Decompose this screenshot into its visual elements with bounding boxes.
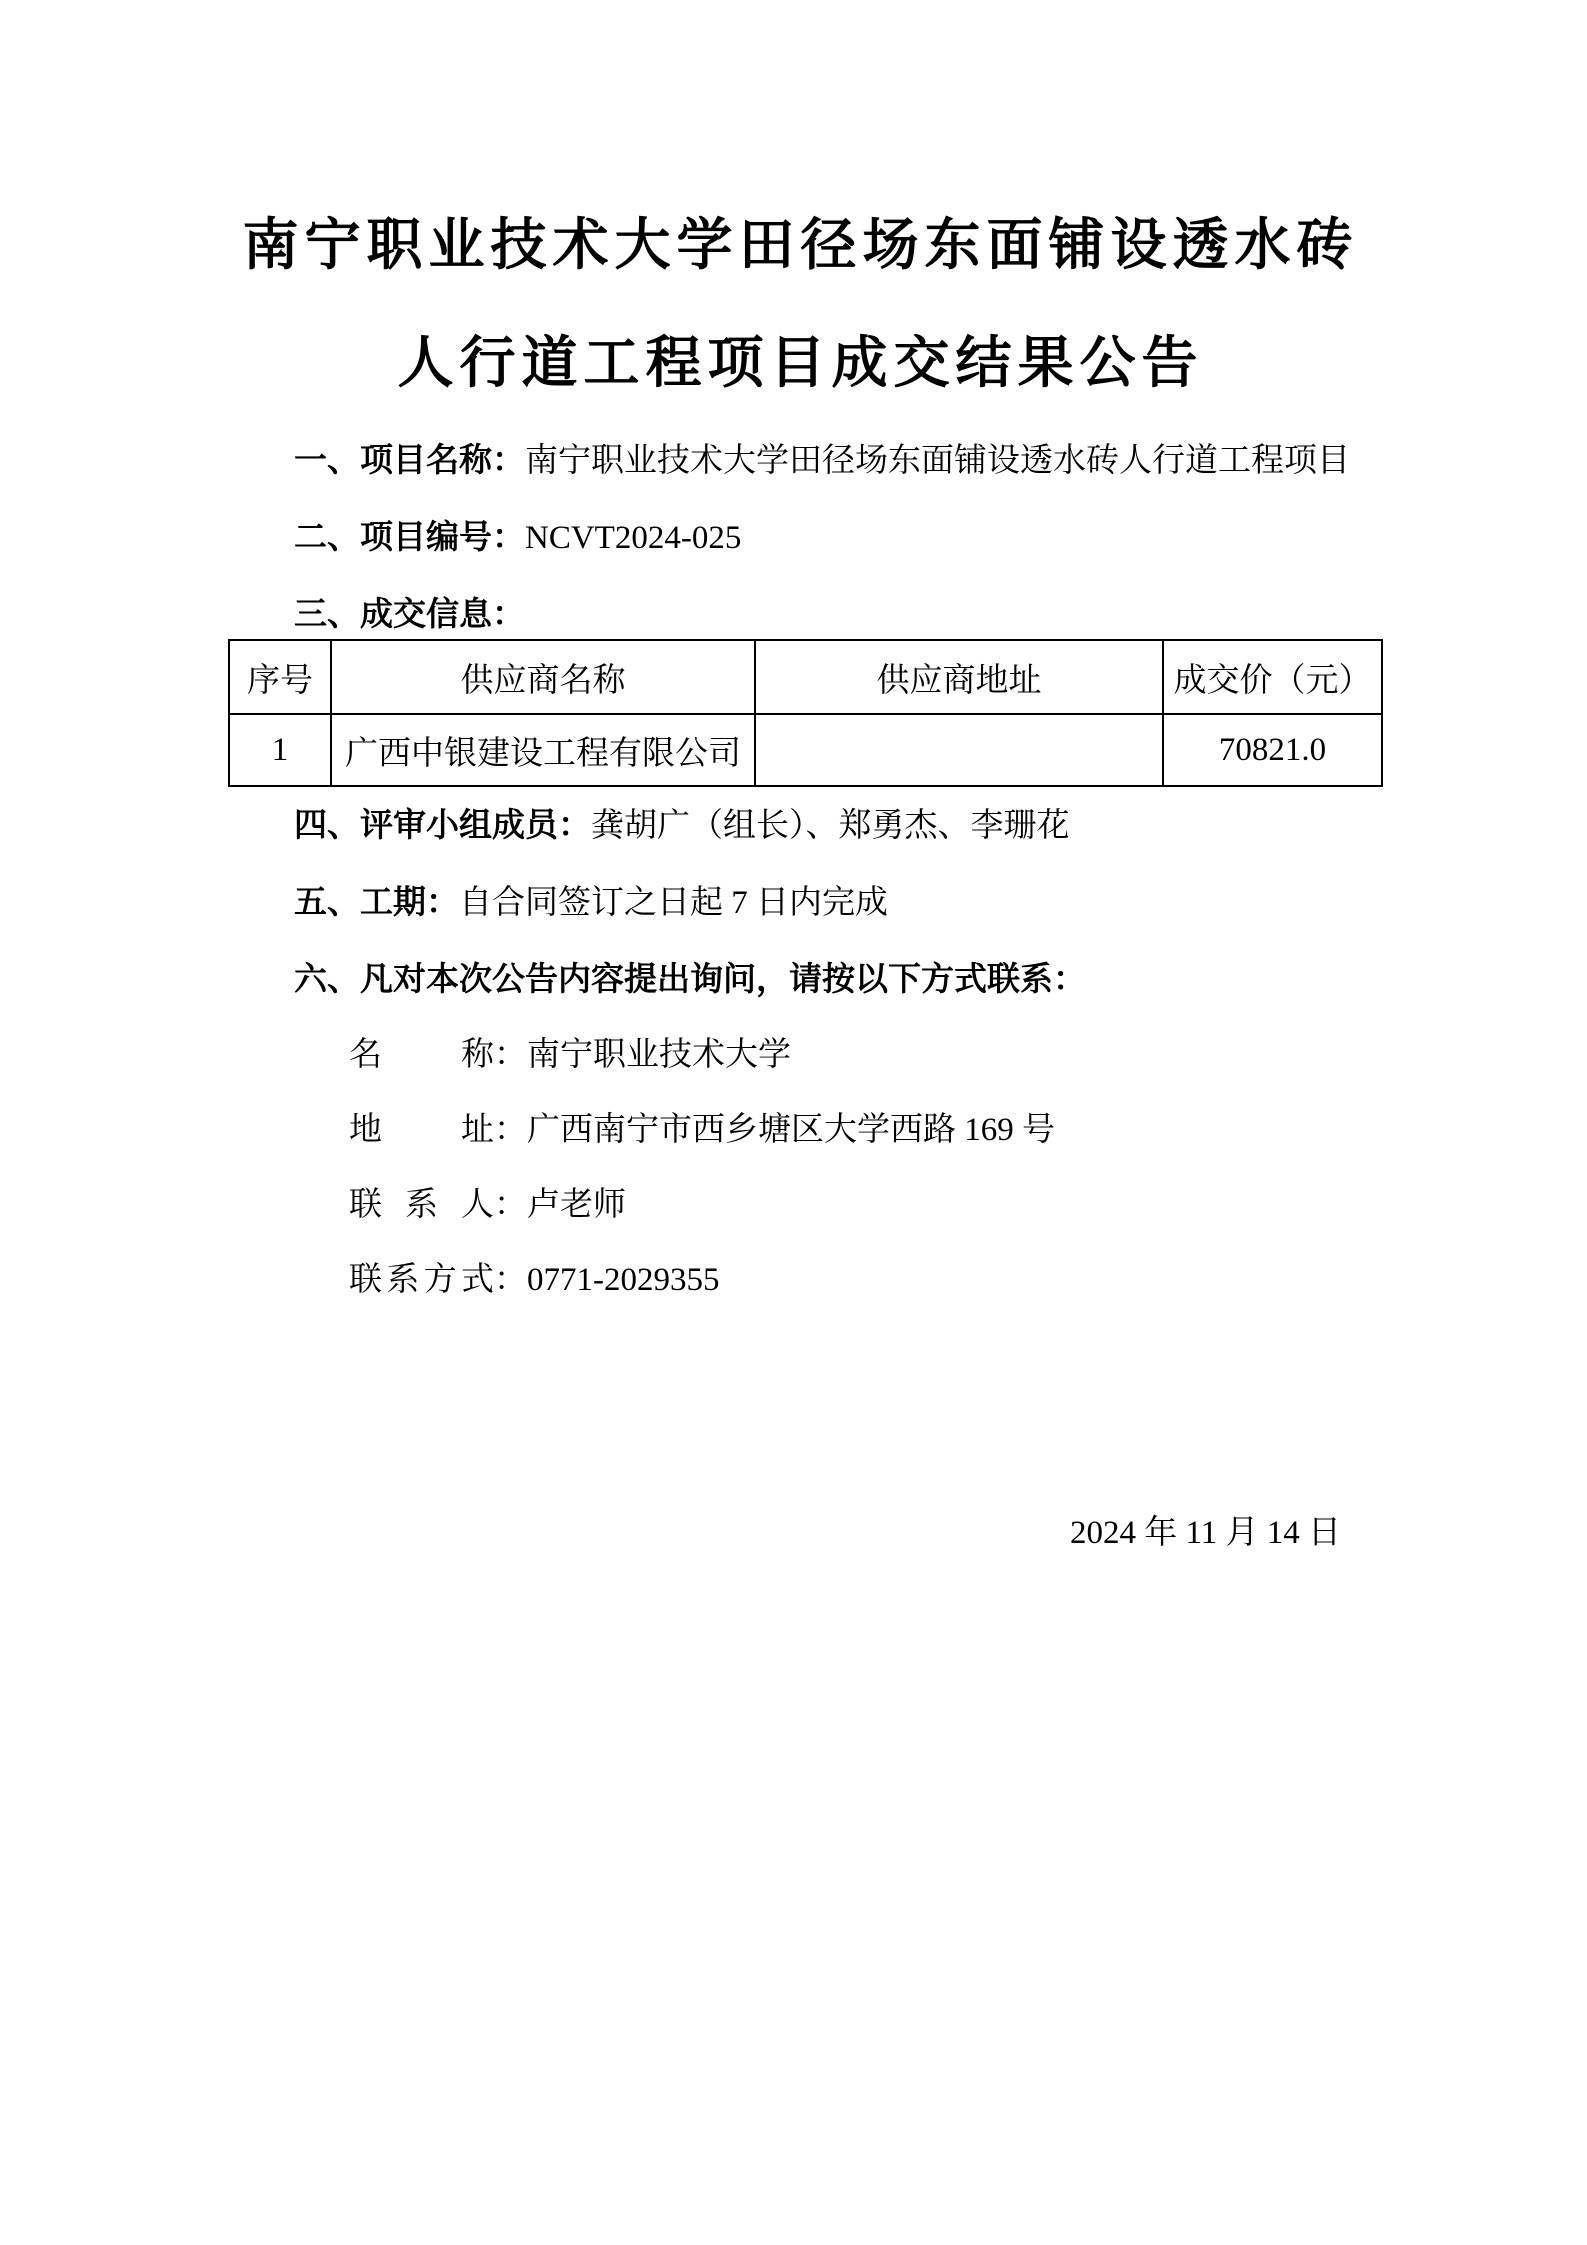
- section-project-number-label: 二、项目编号：: [294, 518, 525, 555]
- contact-person-colon: ：: [494, 1187, 527, 1223]
- contact-name-label: 名称: [349, 1037, 494, 1073]
- header-cell-deal-price: 成交价（元）: [1163, 640, 1382, 714]
- cell-deal-price: 70821.0: [1163, 714, 1382, 786]
- section-duration: [228, 864, 1373, 941]
- section-duration-label: 五、工期：: [294, 883, 459, 920]
- section-project-name-label: 一、项目名称：: [294, 441, 525, 478]
- cell-supplier-address: [755, 714, 1163, 786]
- contact-phone-label: 联系方式: [349, 1262, 494, 1298]
- document-title-line-2: 人行道工程项目成交结果公告: [397, 331, 1204, 394]
- contact-person-label: 联系人: [349, 1187, 494, 1223]
- section-inquiry-label: 六、凡对本次公告内容提出询问，请按以下方式联系：: [294, 960, 1086, 997]
- section-duration-text: 自合同签订之日起 7 日内完成: [459, 885, 888, 921]
- header-cell-supplier-name: 供应商名称: [331, 640, 755, 714]
- cell-serial-number: 1: [229, 714, 331, 786]
- contact-person-value: 卢老师: [527, 1187, 626, 1223]
- contact-line-address: [228, 1093, 1373, 1168]
- section-review-team-label: 四、评审小组成员：: [294, 806, 591, 843]
- contact-line-person: [228, 1168, 1373, 1243]
- header-cell-supplier-address: 供应商地址: [755, 640, 1163, 714]
- contact-address-label: 地址: [349, 1112, 494, 1148]
- section-project-name-text: 南宁职业技术大学田径场东面铺设透水砖人行道工程项目: [525, 443, 1350, 479]
- section-project-name: [228, 422, 1373, 499]
- section-deal-info-label: 三、成交信息：: [294, 595, 525, 632]
- page-content: [0, 186, 1587, 1571]
- contact-address-value: 广西南宁市西乡塘区大学西路 169 号: [527, 1112, 1055, 1148]
- announcement-date: 2024 年 11 月 14 日: [1069, 1515, 1341, 1551]
- header-cell-serial-number: 序号: [229, 640, 331, 714]
- section-review-team: [228, 787, 1373, 864]
- contact-line-phone: [228, 1243, 1373, 1318]
- section-inquiry: [228, 941, 1373, 1018]
- contact-phone-value: 0771-2029355: [527, 1262, 720, 1298]
- section-project-number-text: NCVT2024-025: [525, 520, 742, 556]
- deal-result-table: [228, 639, 1383, 787]
- cell-supplier-name: 广西中银建设工程有限公司: [331, 714, 755, 786]
- table-row: [229, 714, 1382, 786]
- document-title: [228, 186, 1373, 422]
- contact-line-name: [228, 1018, 1373, 1093]
- contact-name-value: 南宁职业技术大学: [527, 1037, 791, 1073]
- section-review-team-text: 龚胡广（组长）、郑勇杰、李珊花: [591, 808, 1070, 844]
- contact-phone-colon: ：: [494, 1262, 527, 1298]
- contact-name-colon: ：: [494, 1037, 527, 1073]
- contact-address-colon: ：: [494, 1112, 527, 1148]
- section-project-number: [228, 499, 1373, 576]
- document-title-line-1: 南宁职业技术大学田径场东面铺设透水砖: [242, 213, 1359, 276]
